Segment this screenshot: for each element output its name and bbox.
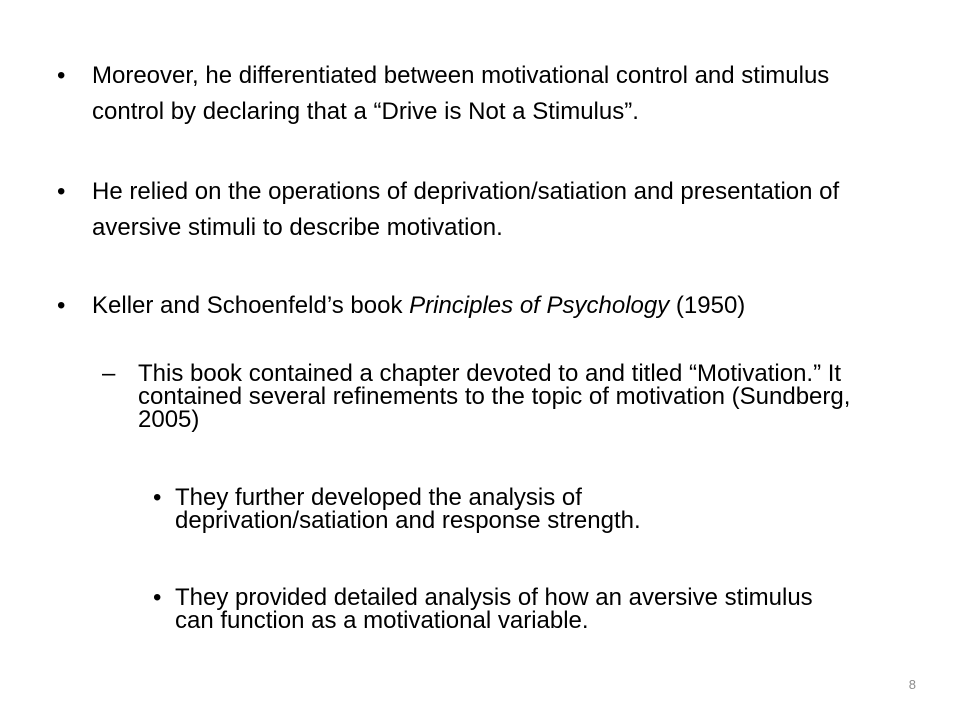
bullet-marker: • [57,178,66,205]
bullet-text [92,288,917,324]
sub-sub-bullet-item-2 [153,586,853,632]
book-intro-text: Keller and Schoenfeld’s book [92,292,410,319]
sub-sub-bullet-text: They further developed the analysis of deprivation/satiation and response strength. [175,484,641,534]
sub-sub-bullet-item-1 [153,486,743,532]
bullet-text: Moreover, he differentiated between motivational control and stimulus control by declaring that a “Drive is Not a Stimulus”. [92,62,830,125]
bullet-marker: • [153,584,162,611]
book-title: Principles of Psychology [409,292,670,319]
book-year: (1950) [669,292,746,319]
sub-bullet-item [102,362,902,431]
bullet-text: He relied on the operations of deprivation/satiation and presentation of aversive stimuli to describe motivation. [92,178,840,241]
bullet-item-3 [57,288,917,324]
page-number: 8 [908,677,916,692]
bullet-marker: • [57,62,66,89]
bullet-item-1 [57,58,877,130]
bullet-marker: • [57,292,66,319]
bullet-marker: • [153,484,162,511]
bullet-item-2 [57,174,847,246]
sub-sub-bullet-text: They provided detailed analysis of how an aversive stimulus can function as a motivational variable. [175,584,813,634]
sub-bullet-text: This book contained a chapter devoted to and titled “Motivation.” It contained several refinements to the topic of motivation (Sundberg, 2005) [138,360,851,433]
dash-marker: – [102,360,116,387]
